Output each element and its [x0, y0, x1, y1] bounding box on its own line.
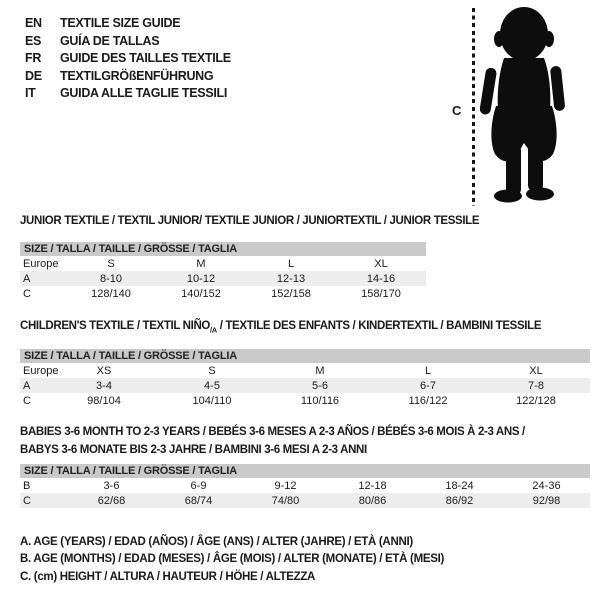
table-title-line1: BABIES 3-6 MONTH TO 2-3 YEARS / BEBÉS 3-6 MESES A 2-3 AÑOS / BÉBÉS 3-6 MOIS À 2-3 ANS /	[20, 426, 525, 438]
row-label: A	[23, 272, 31, 285]
cell-value: 152/158	[271, 287, 311, 300]
column-header: XL	[374, 257, 388, 270]
column-header: M	[196, 257, 206, 270]
language-code: ES	[25, 33, 42, 48]
cell-value: 12-18	[358, 479, 387, 492]
junior-textile-table	[20, 215, 480, 301]
cell-value: 116/122	[408, 394, 448, 407]
language-row-es	[25, 33, 231, 51]
language-row-de	[25, 68, 231, 86]
size-header-bar: SIZE / TALLA / TAILLE / GRÖSSE / TAGLIA	[20, 464, 590, 478]
cell-value: 18-24	[445, 479, 474, 492]
cell-value: 98/104	[87, 394, 121, 407]
row-label: B	[23, 479, 31, 492]
table-row	[20, 493, 590, 508]
footnote-a: A. AGE (YEARS) / EDAD (AÑOS) / ÂGE (ANS) / ALTER (JAHRE) / ETÀ (ANNI)	[20, 536, 413, 548]
column-header: S	[208, 364, 216, 377]
table-title	[20, 423, 590, 459]
language-code: FR	[25, 51, 42, 65]
table-title	[20, 320, 590, 336]
footnote-c: C. (cm) HEIGHT / ALTURA / HAUTEUR / HÖHE / ALTEZZA	[20, 570, 316, 583]
language-row-fr	[25, 50, 231, 68]
cell-value: 9-12	[274, 479, 297, 492]
cell-value: 128/140	[91, 287, 131, 300]
row-label: A	[23, 379, 31, 392]
column-header-europe: Europe	[23, 257, 59, 270]
language-title-list	[25, 15, 231, 103]
table-title-part: CHILDREN'S TEXTILE / TEXTIL NIÑO	[20, 320, 211, 332]
cell-value: 80/86	[358, 494, 387, 507]
cell-value: 4-5	[204, 379, 220, 392]
table-row	[20, 393, 590, 408]
childrens-textile-table	[20, 320, 590, 408]
column-header: XS	[96, 364, 112, 377]
column-header-row	[20, 256, 426, 271]
row-label: C	[23, 494, 31, 507]
cell-value: 24-36	[532, 479, 561, 492]
table-row	[20, 286, 426, 301]
column-header-europe: Europe	[23, 364, 59, 377]
language-title: TEXTILE SIZE GUIDE	[60, 16, 181, 30]
column-header: L	[424, 364, 432, 377]
cell-value: 158/170	[361, 287, 401, 300]
language-title: GUIDE DES TAILLES TEXTILE	[60, 51, 231, 65]
cell-value: 86/92	[445, 494, 474, 507]
language-title: GUÍA DE TALLAS	[60, 33, 160, 48]
table-title: JUNIOR TEXTILE / TEXTIL JUNIOR/ TEXTILE JUNIOR / JUNIORTEXTIL / JUNIOR TESSILE	[20, 215, 480, 227]
table-row	[20, 378, 590, 393]
cell-value: 5-6	[312, 379, 328, 392]
cell-value: 8-10	[99, 272, 123, 285]
column-header: L	[287, 257, 295, 270]
row-label: C	[23, 394, 31, 407]
cell-value: 3-6	[103, 479, 120, 492]
cell-value: 10-12	[186, 272, 216, 285]
language-title: GUIDA ALLE TAGLIE TESSILI	[60, 86, 228, 100]
cell-value: 7-8	[528, 379, 544, 392]
cell-value: 74/80	[271, 494, 300, 507]
cell-value: 12-13	[276, 272, 306, 285]
table-row	[20, 478, 590, 493]
size-header-bar: SIZE / TALLA / TAILLE / GRÖSSE / TAGLIA	[20, 242, 426, 256]
column-header-row	[20, 363, 590, 378]
size-header-bar: SIZE / TALLA / TAILLE / GRÖSSE / TAGLIA	[20, 349, 590, 363]
cell-value: 122/128	[516, 394, 556, 407]
language-title: TEXTILGRÖßENFÜHRUNG	[60, 68, 214, 83]
cell-value: 62/68	[97, 494, 126, 507]
height-measure-dashed-line	[472, 8, 475, 206]
measure-c-label: C	[452, 103, 462, 118]
table-row	[20, 271, 426, 286]
cell-value: 3-4	[96, 379, 112, 392]
language-row-it	[25, 85, 231, 103]
column-header: S	[107, 257, 115, 270]
language-row-en	[25, 15, 231, 33]
cell-value: 140/152	[181, 287, 221, 300]
table-title-line2: BABYS 3-6 MONATE BIS 2-3 JAHRE / BAMBINI 3-6 MESI A 2-3 ANNI	[20, 444, 367, 456]
cell-value: 104/110	[192, 394, 232, 407]
language-code: IT	[25, 86, 36, 100]
babies-textile-table	[20, 423, 590, 508]
table-title-subscript: /A	[210, 325, 217, 335]
footnote-legend	[20, 534, 444, 586]
language-code: EN	[25, 16, 42, 30]
cell-value: 6-7	[420, 379, 436, 392]
row-label: C	[23, 287, 31, 300]
column-header: M	[315, 364, 325, 377]
cell-value: 110/116	[300, 394, 340, 407]
cell-value: 92/98	[532, 494, 561, 507]
column-header: XL	[529, 364, 543, 377]
cell-value: 14-16	[366, 272, 396, 285]
cell-value: 6-9	[190, 479, 207, 492]
cell-value: 68/74	[184, 494, 213, 507]
baby-silhouette-icon	[480, 6, 568, 206]
footnote-b: B. AGE (MONTHS) / EDAD (MESES) / ÂGE (MOIS) / ALTER (MONATE) / ETÀ (MESI)	[20, 553, 445, 566]
table-title-part: / TEXTILE DES ENFANTS / KINDERTEXTIL / BAMBINI TESSILE	[216, 320, 542, 332]
language-code: DE	[25, 68, 42, 83]
